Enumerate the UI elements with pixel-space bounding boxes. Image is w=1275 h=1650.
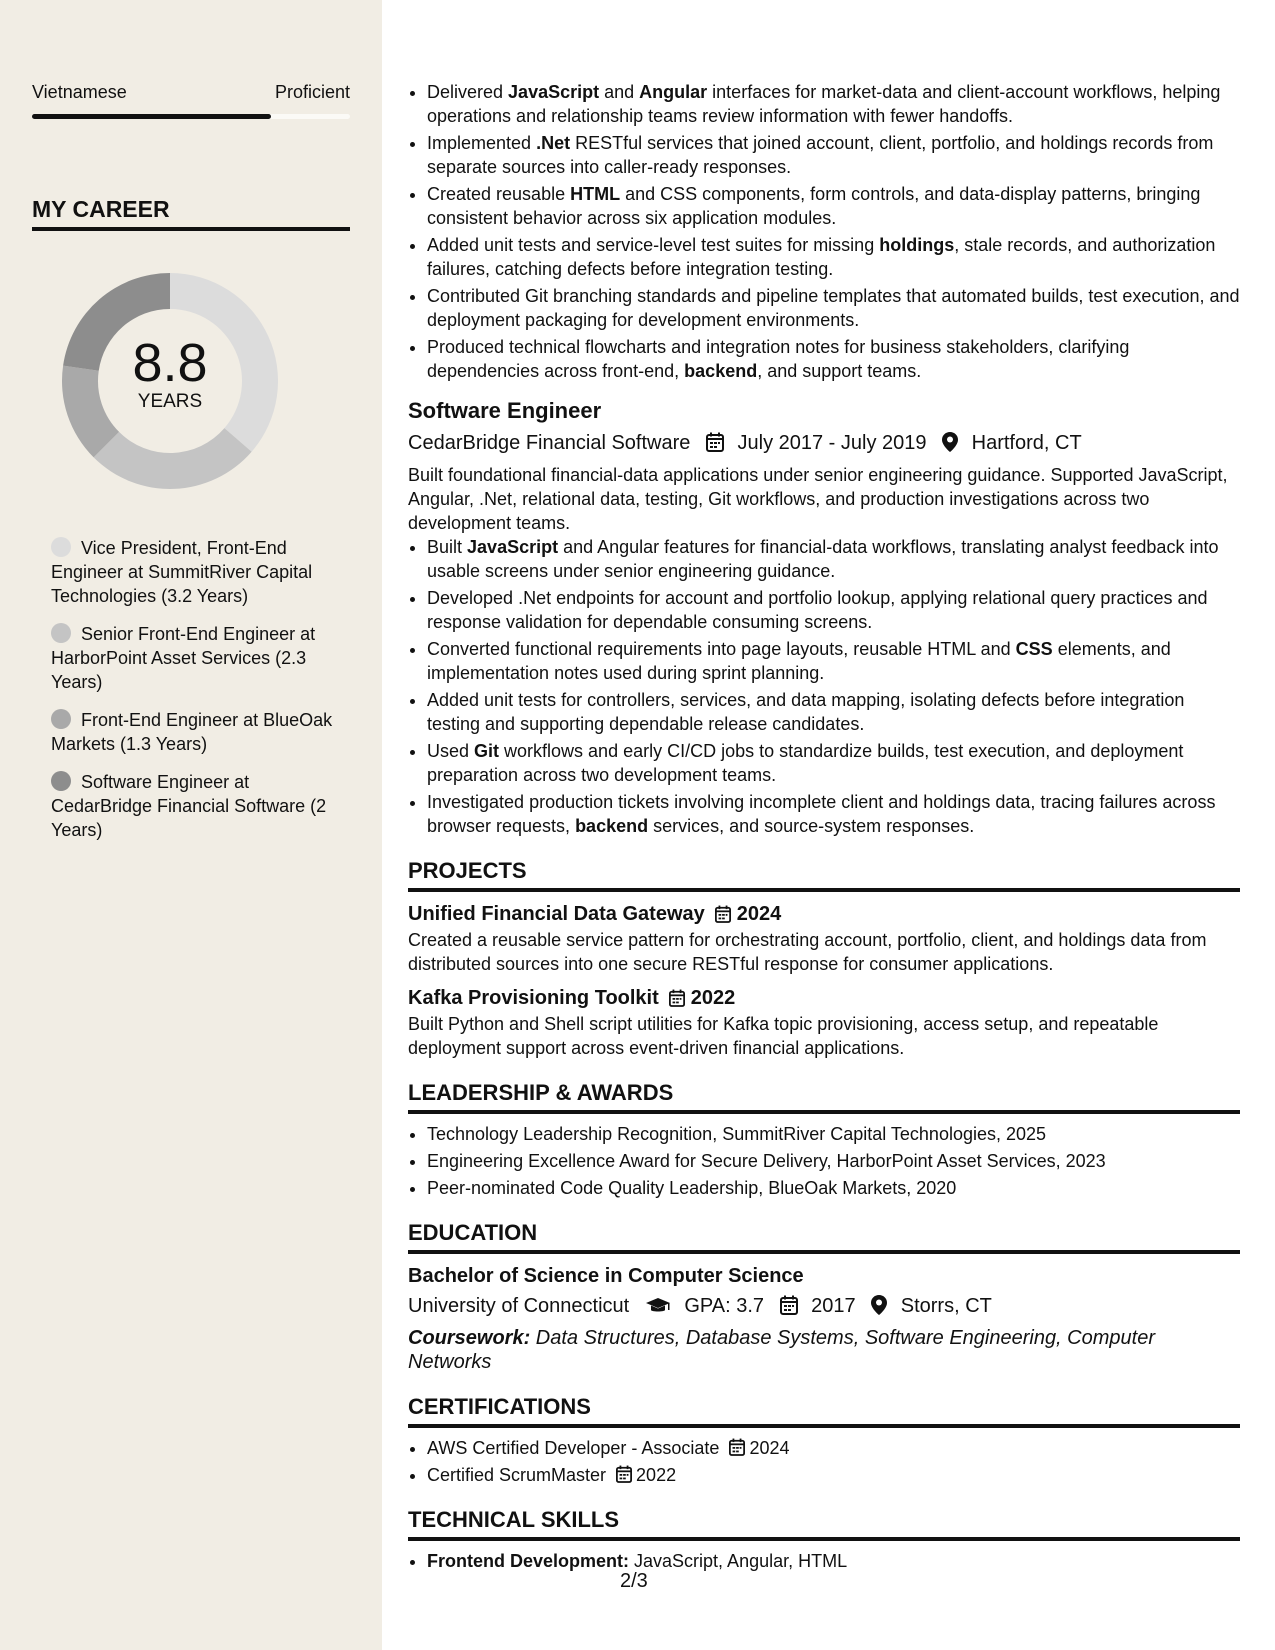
- bullet-item: • Produced technical flowcharts and integration notes for business stakeholders, clarifying dependencies across front-end, backend, and support teams.: [427, 335, 1240, 383]
- language-proficiency-fill: [32, 114, 271, 119]
- calendar-icon: [780, 1295, 798, 1315]
- career-heading: MY CAREER: [32, 196, 350, 231]
- skill-item: • Frontend Development: JavaScript, Angular, HTML: [427, 1549, 1240, 1573]
- bullet-item: • Implemented .Net RESTful services that joined account, client, portfolio, and holdings records from separate sources into caller-ready responses.: [427, 131, 1240, 179]
- award-item: • Engineering Excellence Award for Secure Delivery, HarborPoint Asset Services, 2023: [427, 1149, 1240, 1173]
- job-company: CedarBridge Financial Software: [408, 432, 691, 454]
- bullet-item: • Converted functional requirements into page layouts, reusable HTML and CSS elements, and implementation notes used during sprint planning.: [427, 637, 1240, 685]
- legend-label: Front-End Engineer at BlueOak Markets (1.3 Years): [51, 710, 333, 754]
- project-year: 2024: [736, 903, 782, 925]
- award-item: • Peer-nominated Code Quality Leadership, BlueOak Markets, 2020: [427, 1176, 1240, 1200]
- legend-dot: [51, 709, 71, 729]
- language-proficiency-bar: [32, 114, 350, 119]
- sidebar: [0, 0, 382, 1650]
- skills-heading: TECHNICAL SKILLS: [408, 1507, 1240, 1541]
- projects-heading: PROJECTS: [408, 858, 1240, 892]
- calendar-icon: [669, 989, 685, 1007]
- education-school: University of Connecticut: [408, 1295, 630, 1317]
- language-name: Vietnamese: [32, 82, 127, 102]
- education-heading: EDUCATION: [408, 1220, 1240, 1254]
- language-level: Proficient: [274, 82, 350, 102]
- map-pin-icon: [871, 1295, 887, 1315]
- job-meta: [408, 429, 1240, 457]
- education-year: 2017: [811, 1295, 856, 1317]
- legend-dot: [51, 771, 71, 791]
- job-location: Hartford, CT: [971, 432, 1082, 454]
- project-year: 2022: [690, 987, 736, 1009]
- main-content: [408, 80, 1240, 1576]
- legend-label: Software Engineer at CedarBridge Financial Software (2 Years): [51, 772, 327, 840]
- education-gpa: GPA: 3.7: [684, 1295, 764, 1317]
- bullet-item: • Used Git workflows and early CI/CD jobs to standardize builds, test execution, and deployment preparation across two development teams.: [427, 739, 1240, 787]
- career-legend-item: [51, 536, 341, 608]
- graduation-cap-icon: [645, 1297, 671, 1315]
- legend-label: Vice President, Front-End Engineer at SummitRiver Capital Technologies (3.2 Years): [51, 538, 313, 606]
- awards-list: [408, 1122, 1240, 1200]
- calendar-icon: [616, 1465, 632, 1483]
- education-meta: [408, 1292, 1240, 1320]
- career-donut-chart: [62, 273, 278, 489]
- page-number: 2/3: [620, 1570, 648, 1592]
- skills-list: [408, 1549, 1240, 1573]
- calendar-icon: [715, 905, 731, 923]
- certification-item: • Certified ScrumMaster 2022: [427, 1463, 1240, 1487]
- award-item: • Technology Leadership Recognition, SummitRiver Capital Technologies, 2025: [427, 1122, 1240, 1146]
- legend-dot: [51, 537, 71, 557]
- previous-job-bullets: [408, 80, 1240, 383]
- awards-heading: LEADERSHIP & AWARDS: [408, 1080, 1240, 1114]
- project-description: Built Python and Shell script utilities for Kafka topic provisioning, access setup, and repeatable deployment support across event-driven financial applications.: [408, 1014, 1159, 1058]
- certifications-heading: CERTIFICATIONS: [408, 1394, 1240, 1428]
- projects-list: [408, 900, 1240, 1060]
- education-coursework: [408, 1326, 1240, 1374]
- project-title: Kafka Provisioning Toolkit 2022: [408, 987, 736, 1009]
- bullet-item: • Contributed Git branching standards and pipeline templates that automated builds, test execution, and deployment packaging for development environments.: [427, 284, 1240, 332]
- bullet-item: • Built JavaScript and Angular features for financial-data workflows, translating analyst feedback into usable screens under senior engineering guidance.: [427, 535, 1240, 583]
- calendar-icon: [729, 1438, 745, 1456]
- certifications-list: [408, 1436, 1240, 1487]
- career-legend-item: [51, 622, 341, 694]
- total-years-value: 8.8: [132, 333, 208, 393]
- education-degree: Bachelor of Science in Computer Science: [408, 1265, 804, 1287]
- legend-dot: [51, 623, 71, 643]
- career-legend-item: [51, 770, 341, 842]
- bullet-item: • Delivered JavaScript and Angular interfaces for market-data and client-account workflows, helping operations and relationship teams review information with fewer handoffs.: [427, 80, 1240, 128]
- donut-segment-2: [94, 428, 252, 489]
- job-title: Software Engineer: [408, 398, 602, 423]
- career-legend: [51, 536, 341, 856]
- language-row: [32, 82, 350, 103]
- career-legend-item: [51, 708, 341, 756]
- certification-item: • AWS Certified Developer - Associate 2024: [427, 1436, 1240, 1460]
- coursework-list: Data Structures, Database Systems, Software Engineering, Computer Networks: [408, 1327, 1155, 1373]
- map-pin-icon: [942, 432, 958, 452]
- calendar-icon: [706, 432, 724, 452]
- education-location: Storrs, CT: [900, 1295, 992, 1317]
- project-title: Unified Financial Data Gateway 2024: [408, 903, 782, 925]
- job-bullets: [408, 535, 1240, 838]
- project-description: Created a reusable service pattern for orchestrating account, portfolio, client, and holdings data from distributed sources into one secure RESTful response for consumer applications.: [408, 930, 1207, 974]
- bullet-item: • Added unit tests for controllers, services, and data mapping, isolating defects before integration testing and supporting dependable release candidates.: [427, 688, 1240, 736]
- job-summary: Built foundational financial-data applications under senior engineering guidance. Supported JavaScript, Angular, .Net, relational data, testing, Git workflows, and production investigations across two development teams.: [408, 465, 1228, 533]
- bullet-item: • Developed .Net endpoints for account and portfolio lookup, applying relational query practices and response validation for dependable consuming screens.: [427, 586, 1240, 634]
- total-years-label: YEARS: [137, 391, 203, 412]
- legend-label: Senior Front-End Engineer at HarborPoint Asset Services (2.3 Years): [51, 624, 316, 692]
- bullet-item: • Added unit tests and service-level test suites for missing holdings, stale records, and authorization failures, catching defects before integration testing.: [427, 233, 1240, 281]
- bullet-item: • Created reusable HTML and CSS components, form controls, and data-display patterns, bringing consistent behavior across six application modules.: [427, 182, 1240, 230]
- coursework-label: Coursework:: [408, 1327, 531, 1349]
- bullet-item: • Investigated production tickets involving incomplete client and holdings data, tracing failures across browser requests, backend services, and source-system responses.: [427, 790, 1240, 838]
- job-dates: July 2017 - July 2019: [737, 432, 927, 454]
